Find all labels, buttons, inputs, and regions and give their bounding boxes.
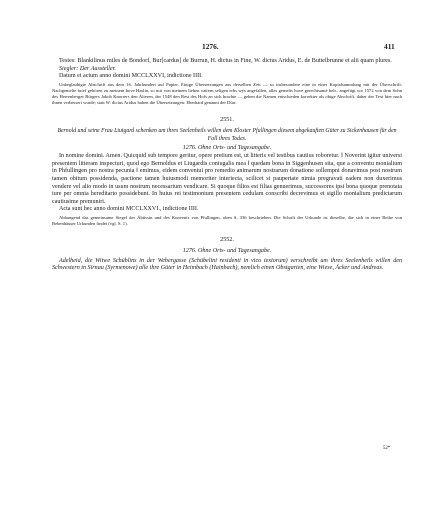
- page-number: 411: [384, 42, 395, 51]
- header-year: 1276.: [202, 42, 219, 51]
- editorial-note: Unbeglaubigte Abschrift aus dem 16. Jahrhundert auf Papier. Einige Übersetzungen aus derselben Zeit — so insbesondere eine in einer Kopialsammlung mit der Überschrift: Nachgemelte brief gehören zu meinem hove Haslin, so mir von meinem lieben vattern seligen erbs wÿs angefallen, alles gemelts hove gerechtsamë belr., angefügt vor 1572 von dem Sohn des Herrenberger Bürgers Jakob Knorrers den Älteren, der 1548 den Rest des Hofs an sich brachte — geben die Namen entschieden korrekter als obige Abschrift, daher der Text hier nach ihnen verbessert wurde; statt W. dictus Aridus haben die Übersetzungen: Eberhard genannt der Dürr.: [52, 81, 402, 105]
- page-header: [0, 42, 427, 52]
- document-regest: Adelheid, die Witwe Schüblins in der Webergasse (Schübelini residenti in vico textorum) verschreibt um ihres Seelenheils willen den Schwestern in Sirnau (Syrmenowe) alle ihre Güter in Heimbach (Hainbach), nemlich einen Obstgarten, eine Wiese, Äcker und Andreas.: [52, 257, 402, 272]
- document-text: In nomine domini. Amen. Quicquid sub tempore geritur, opere pretium est, ut litteris vel testibus cautius roboretur. ‖ Noverint igitur universi presentem litteram inspecturi, quod ego Bernoldus et Liugardis coniugalis mea ‖ quedam bona in Siggenhusen sita, que a conventu monialium in Phfullingen pro nostra pecunia ‖ emimus, eidem conventui pro remedio animarum nostrarum donatione sollempni donavimus post nostrum tamen obitum possidenda, pactione tamen huiusmodi memoriter interiecta, scilicet si paupertate nimia pregravati eadem non duxerimus vendere vel alio modo in usum nostrum necessarium vendicare. Si quoque filios est filias genuerimus, successores ipsi bona quoque prenotata iure per omnia hereditario possidebunt. In huius rei testimonium presentem cedulam conscribi decrevimus et sigillo monialium predictarum cautiusime premuniri.: [52, 153, 402, 205]
- document-dateline: 1276. Ohne Orts- und Tagesangabe.: [182, 145, 272, 152]
- page-content: [52, 58, 402, 273]
- document-number: 2552.: [220, 236, 234, 243]
- datum-line: Datum et actum anno domini MCCLXXVI, indictione IIII.: [59, 73, 203, 80]
- editorial-note: Abhangend das gemeinsame Siegel der Äbtissin und des Konvents von Pfullingen, oben S. 336 beschrieben. Die Schrift der Urkunde ist dieselbe, die sich in einer Reihe von Bebenhäuser Urkunden findet (vgl. S. 1).: [52, 214, 402, 226]
- datum-line: Acta sunt hec anno domini MCCLXXVI., indictione IIII.: [59, 206, 199, 213]
- document-regest: Bernold und seine Frau Liutgard schenken um ihres Seelenheils willen dem Kloster Pfullingen diesem abgekauften Güter zu Sickenhausen für den Fall ihres Todes.: [57, 128, 397, 142]
- signature-mark: 52*: [383, 446, 391, 451]
- witnesses-paragraph: Testes: Blankilinus miles de Bondorf, Bur[cardus] de Burrun, H. dictus in Fine, W. dictus Aridus, E. de Buttelbrunne et alii quam plures.: [59, 58, 392, 64]
- seal-line: Siegler: Der Aussteller.: [59, 65, 116, 72]
- document-dateline: 1276. Ohne Orts- und Tagesangabe.: [182, 247, 272, 254]
- document-number: 2551.: [220, 117, 234, 124]
